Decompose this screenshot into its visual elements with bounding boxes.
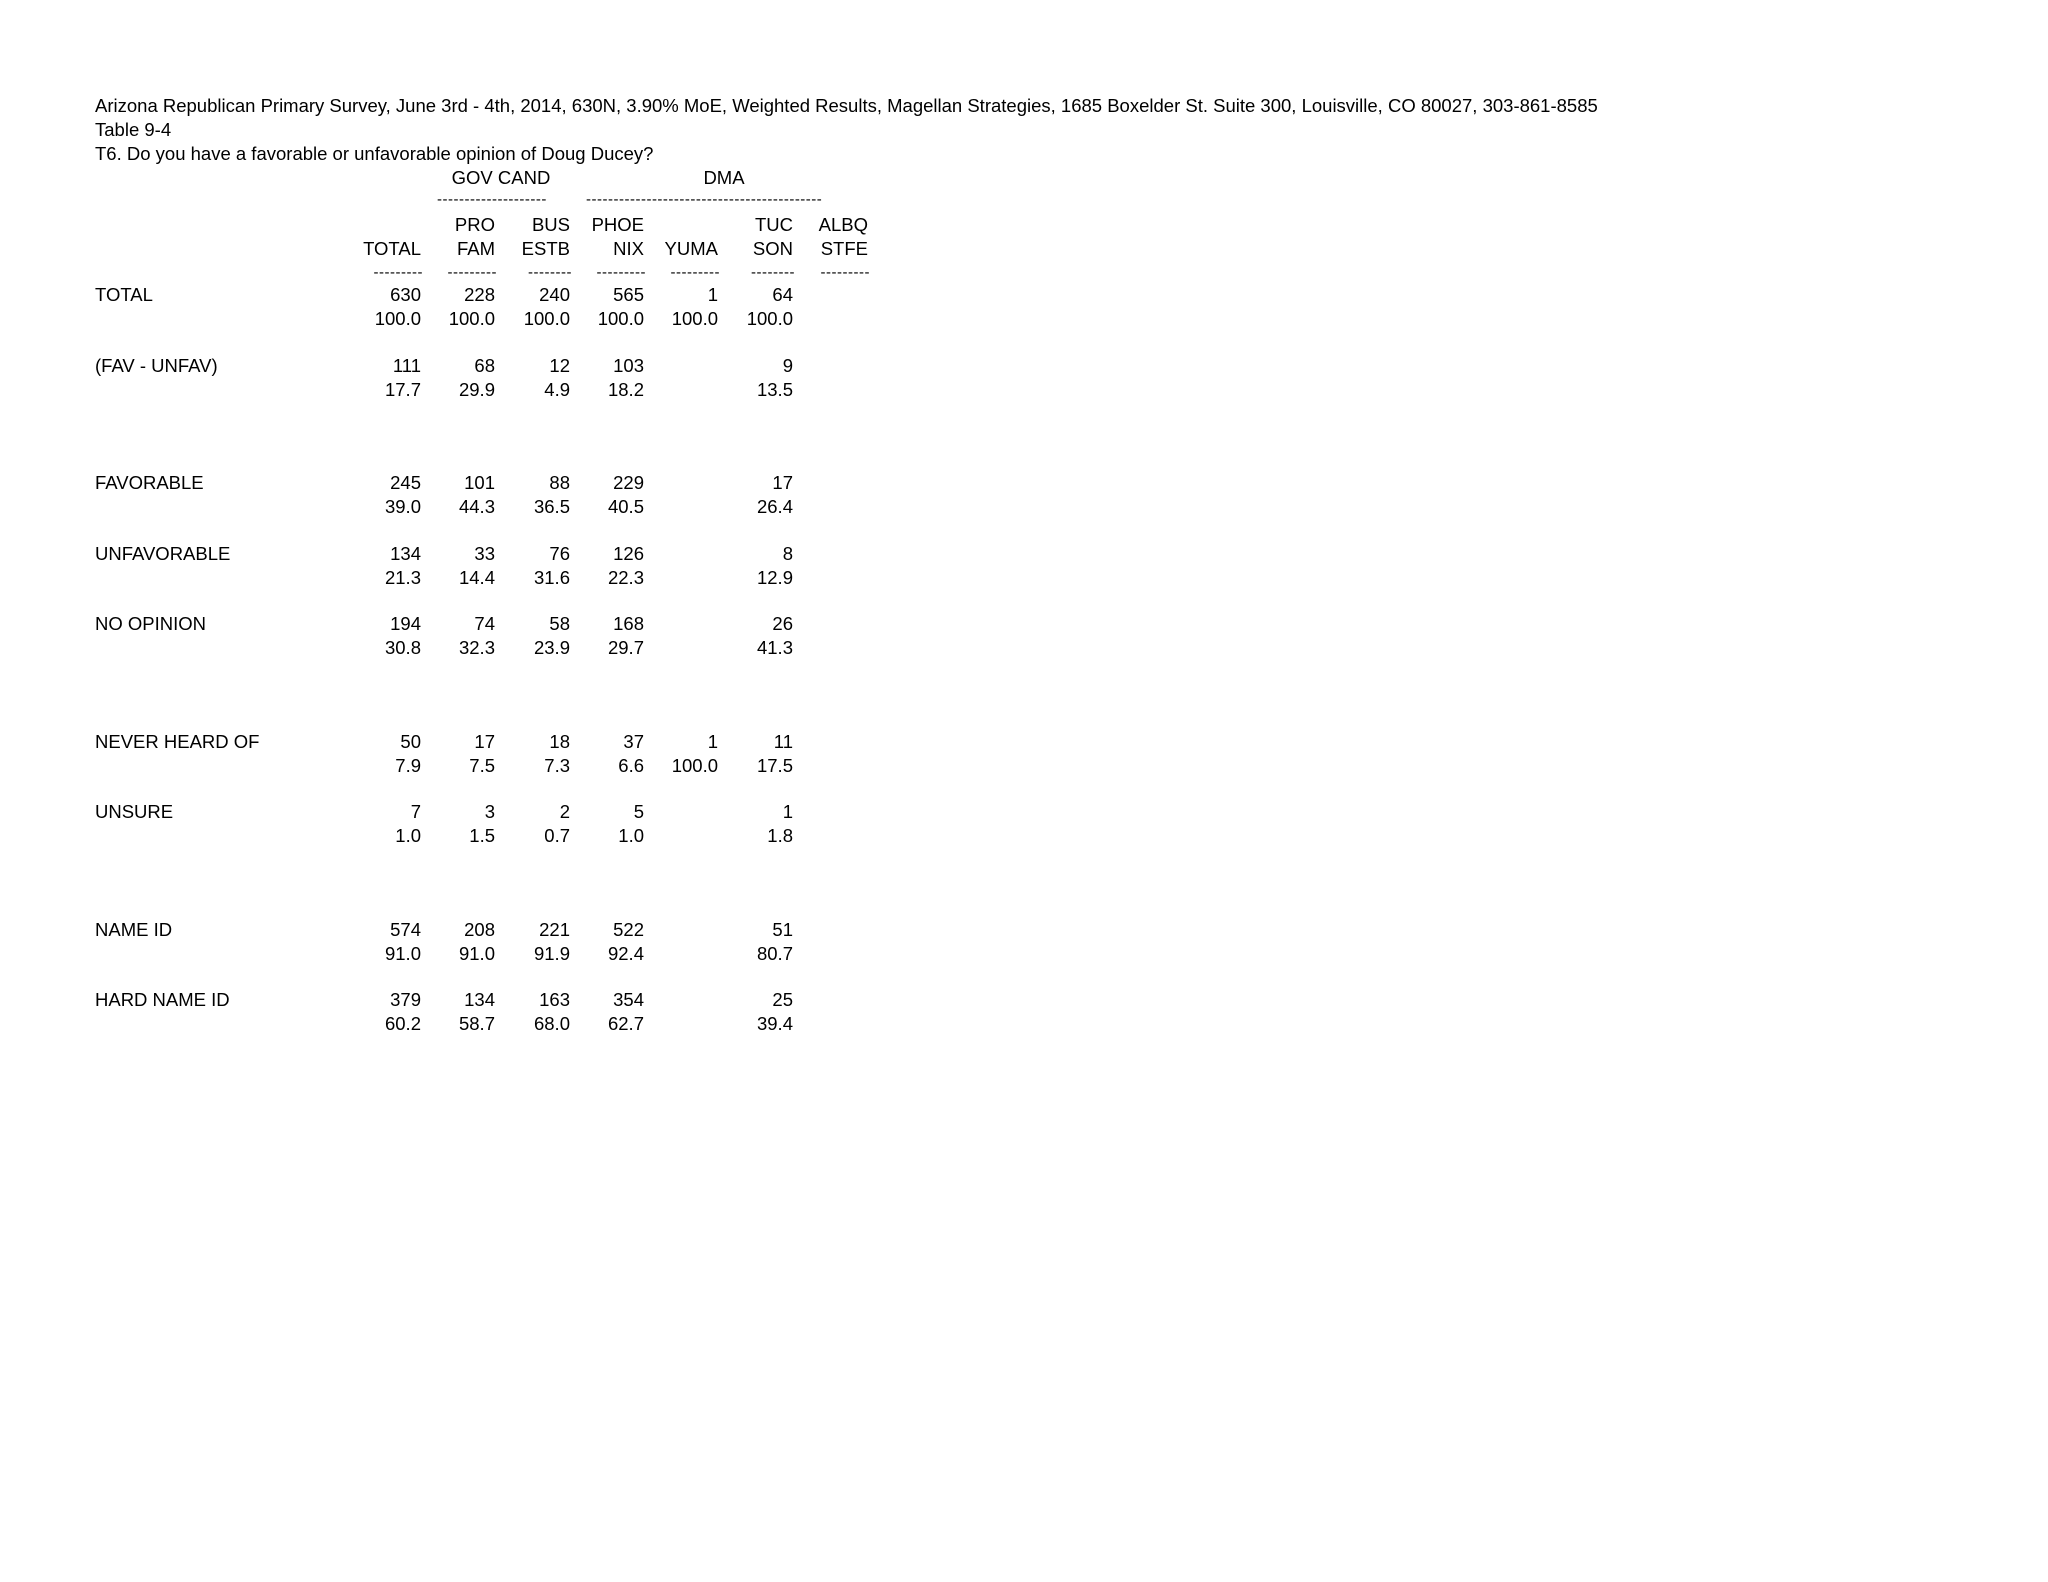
column-header-line1: ALBQ bbox=[818, 214, 868, 235]
percent-cell: 7.5 bbox=[469, 755, 495, 776]
percent-cell: 6.6 bbox=[618, 755, 644, 776]
percent-cell: 23.9 bbox=[533, 637, 570, 658]
count-cell: 103 bbox=[613, 355, 644, 376]
percent-cell: 62.7 bbox=[607, 1013, 644, 1034]
group-underline: -------------------- bbox=[437, 192, 547, 207]
row-label: FAVORABLE bbox=[95, 472, 204, 493]
count-cell: 111 bbox=[392, 355, 421, 376]
count-cell: 126 bbox=[613, 543, 644, 564]
percent-cell: 29.9 bbox=[458, 379, 495, 400]
percent-cell: 36.5 bbox=[533, 496, 570, 517]
table-id: Table 9-4 bbox=[95, 119, 172, 140]
column-underline: --------- bbox=[596, 264, 646, 281]
row-label: HARD NAME ID bbox=[95, 989, 230, 1010]
count-cell: 11 bbox=[773, 731, 793, 752]
percent-cell: 32.3 bbox=[458, 637, 495, 658]
percent-cell: 21.3 bbox=[384, 567, 421, 588]
percent-cell: 17.5 bbox=[756, 755, 793, 776]
percent-cell: 30.8 bbox=[384, 637, 421, 658]
count-cell: 58 bbox=[549, 613, 570, 634]
percent-cell: 7.3 bbox=[544, 755, 570, 776]
percent-cell: 100.0 bbox=[597, 308, 644, 329]
count-cell: 240 bbox=[539, 284, 570, 305]
percent-cell: 100.0 bbox=[746, 308, 793, 329]
column-header-line2: YUMA bbox=[664, 238, 718, 259]
percent-cell: 18.2 bbox=[607, 379, 644, 400]
count-cell: 1 bbox=[707, 284, 718, 305]
column-header-line2: ESTB bbox=[521, 238, 570, 259]
percent-cell: 91.0 bbox=[458, 943, 495, 964]
count-cell: 228 bbox=[464, 284, 495, 305]
percent-cell: 92.4 bbox=[607, 943, 644, 964]
count-cell: 33 bbox=[474, 543, 495, 564]
survey-header-line: Arizona Republican Primary Survey, June 3rd - 4th, 2014, 630N, 3.90% MoE, Weighted Results, Magellan Strategies, 1685 Boxelder St. Suite 300, Louisville, CO 80027, 303-861-8585 bbox=[95, 95, 1598, 116]
count-cell: 208 bbox=[464, 919, 495, 940]
row-label: NEVER HEARD OF bbox=[95, 731, 260, 752]
column-underline: --------- bbox=[373, 264, 423, 281]
count-cell: 1 bbox=[782, 801, 793, 822]
percent-cell: 31.6 bbox=[533, 567, 570, 588]
count-cell: 8 bbox=[782, 543, 793, 564]
count-cell: 245 bbox=[390, 472, 421, 493]
count-cell: 565 bbox=[613, 284, 644, 305]
percent-cell: 1.0 bbox=[395, 825, 421, 846]
percent-cell: 26.4 bbox=[756, 496, 793, 517]
count-cell: 68 bbox=[474, 355, 495, 376]
group-underline: ------------------------------------------- bbox=[586, 192, 823, 207]
count-cell: 194 bbox=[390, 613, 421, 634]
percent-cell: 1.0 bbox=[618, 825, 644, 846]
count-cell: 134 bbox=[390, 543, 421, 564]
count-cell: 168 bbox=[613, 613, 644, 634]
column-header-line1: BUS bbox=[531, 214, 570, 235]
count-cell: 229 bbox=[613, 472, 644, 493]
column-underline: --------- bbox=[820, 264, 870, 281]
count-cell: 522 bbox=[613, 919, 644, 940]
column-underline: --------- bbox=[447, 264, 497, 281]
percent-cell: 1.5 bbox=[469, 825, 495, 846]
percent-cell: 100.0 bbox=[523, 308, 570, 329]
count-cell: 17 bbox=[474, 731, 495, 752]
percent-cell: 17.7 bbox=[384, 379, 421, 400]
percent-cell: 7.9 bbox=[395, 755, 421, 776]
count-cell: 101 bbox=[464, 472, 495, 493]
count-cell: 3 bbox=[484, 801, 495, 822]
percent-cell: 100.0 bbox=[374, 308, 421, 329]
count-cell: 17 bbox=[772, 472, 793, 493]
column-underline: -------- bbox=[528, 264, 572, 281]
column-underline: --------- bbox=[670, 264, 720, 281]
count-cell: 5 bbox=[633, 801, 644, 822]
percent-cell: 22.3 bbox=[607, 567, 644, 588]
count-cell: 7 bbox=[410, 801, 421, 822]
column-header-line2: NIX bbox=[613, 238, 644, 259]
group-header: GOV CAND bbox=[451, 167, 551, 188]
row-label: UNSURE bbox=[95, 801, 174, 822]
count-cell: 630 bbox=[390, 284, 421, 305]
column-header-line1: TUC bbox=[754, 214, 793, 235]
count-cell: 76 bbox=[549, 543, 570, 564]
row-label: NO OPINION bbox=[95, 613, 207, 634]
percent-cell: 100.0 bbox=[671, 308, 718, 329]
percent-cell: 58.7 bbox=[458, 1013, 495, 1034]
count-cell: 9 bbox=[782, 355, 793, 376]
percent-cell: 100.0 bbox=[448, 308, 495, 329]
percent-cell: 60.2 bbox=[384, 1013, 421, 1034]
column-header-line1: PRO bbox=[454, 214, 495, 235]
percent-cell: 100.0 bbox=[671, 755, 718, 776]
percent-cell: 44.3 bbox=[458, 496, 495, 517]
percent-cell: 41.3 bbox=[756, 637, 793, 658]
count-cell: 354 bbox=[613, 989, 644, 1010]
column-header-line2: FAM bbox=[456, 238, 495, 259]
percent-cell: 80.7 bbox=[756, 943, 793, 964]
count-cell: 88 bbox=[549, 472, 570, 493]
count-cell: 37 bbox=[623, 731, 644, 752]
percent-cell: 39.0 bbox=[384, 496, 421, 517]
percent-cell: 68.0 bbox=[533, 1013, 570, 1034]
count-cell: 134 bbox=[464, 989, 495, 1010]
count-cell: 64 bbox=[772, 284, 793, 305]
percent-cell: 40.5 bbox=[607, 496, 644, 517]
count-cell: 2 bbox=[559, 801, 570, 822]
percent-cell: 91.9 bbox=[533, 943, 570, 964]
count-cell: 74 bbox=[474, 613, 495, 634]
percent-cell: 4.9 bbox=[544, 379, 570, 400]
count-cell: 574 bbox=[390, 919, 421, 940]
count-cell: 26 bbox=[772, 613, 793, 634]
percent-cell: 1.8 bbox=[767, 825, 793, 846]
percent-cell: 14.4 bbox=[458, 567, 495, 588]
column-header-line2: SON bbox=[752, 238, 793, 259]
percent-cell: 12.9 bbox=[756, 567, 793, 588]
column-header-line1: PHOE bbox=[591, 214, 644, 235]
percent-cell: 39.4 bbox=[756, 1013, 793, 1034]
count-cell: 12 bbox=[549, 355, 570, 376]
count-cell: 1 bbox=[707, 731, 718, 752]
percent-cell: 13.5 bbox=[756, 379, 793, 400]
group-header: DMA bbox=[703, 167, 745, 188]
count-cell: 50 bbox=[400, 731, 421, 752]
row-label: UNFAVORABLE bbox=[95, 543, 231, 564]
question-text: T6. Do you have a favorable or unfavorable opinion of Doug Ducey? bbox=[95, 143, 654, 164]
column-header-line2: TOTAL bbox=[363, 238, 421, 259]
row-label: NAME ID bbox=[95, 919, 173, 940]
count-cell: 379 bbox=[390, 989, 421, 1010]
percent-cell: 91.0 bbox=[384, 943, 421, 964]
count-cell: 18 bbox=[549, 731, 570, 752]
row-label: (FAV - UNFAV) bbox=[95, 355, 218, 376]
percent-cell: 29.7 bbox=[607, 637, 644, 658]
column-header-line2: STFE bbox=[820, 238, 868, 259]
row-label: TOTAL bbox=[95, 284, 153, 305]
count-cell: 25 bbox=[772, 989, 793, 1010]
percent-cell: 0.7 bbox=[544, 825, 570, 846]
count-cell: 163 bbox=[539, 989, 570, 1010]
count-cell: 221 bbox=[539, 919, 570, 940]
count-cell: 51 bbox=[772, 919, 793, 940]
column-underline: -------- bbox=[751, 264, 795, 281]
